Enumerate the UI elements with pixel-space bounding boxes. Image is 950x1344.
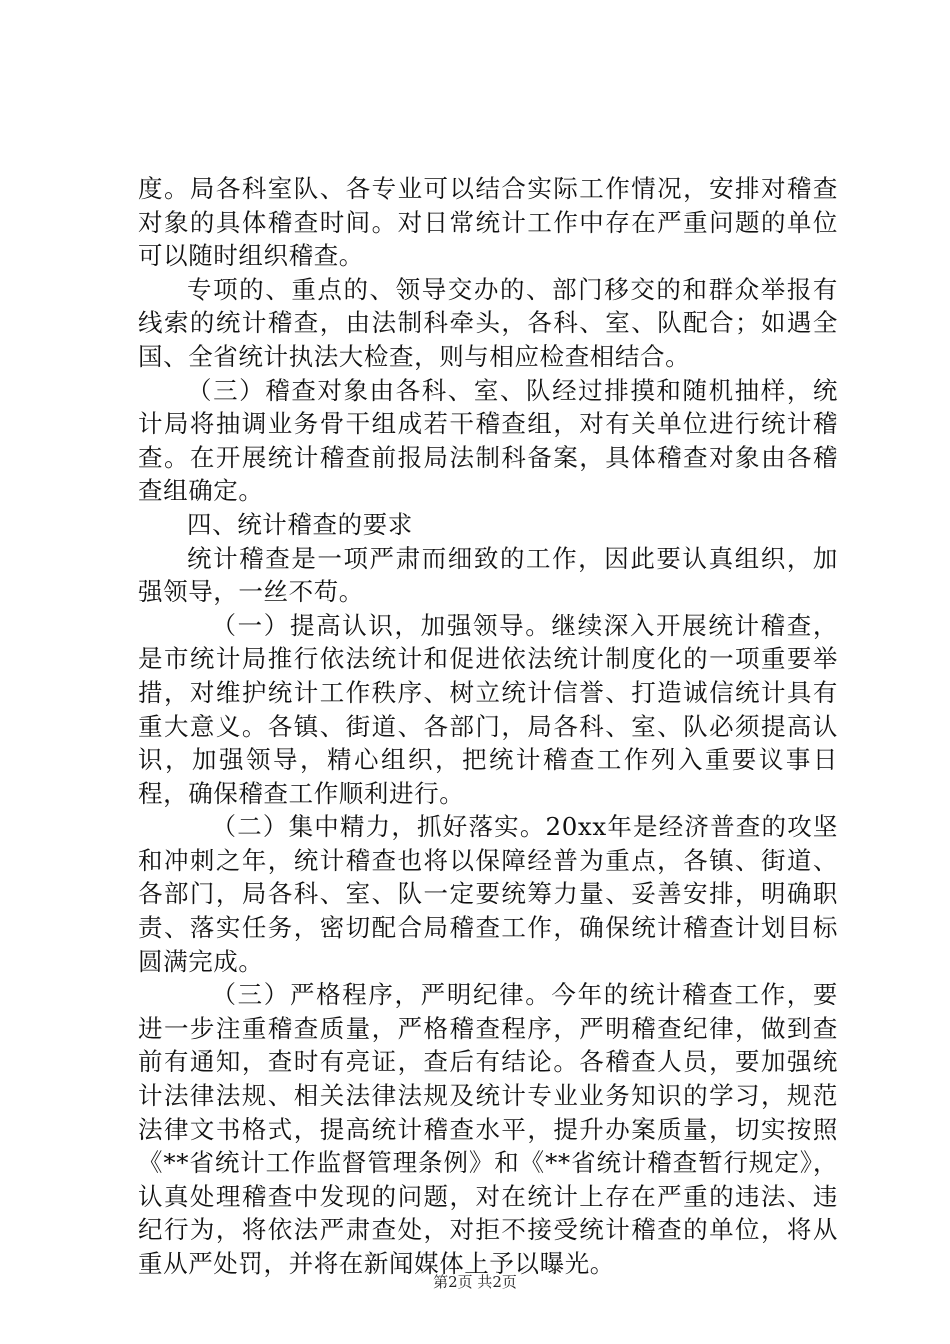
paragraph-special-inspections: 专项的、重点的、领导交办的、部门移交的和群众举报有线索的统计稽查，由法制科牵头，各科、室、队配合；如遇全国、全省统计执法大检查，则与相应检查相结合。 [138,274,838,371]
paragraph-inspection-targets: （三）稽查对象由各科、室、队经过排摸和随机抽样，统计局将抽调业务骨干组成若干稽查组，对有关单位进行统计稽查。在开展统计稽查前报局法制科备案，具体稽查对象由各稽查组确定。 [138,375,838,506]
paragraph-item-one: （一）提高认识，加强领导。继续深入开展统计稽查，是市统计局推行依法统计和促进依法统计制度化的一项重要举措，对维护统计工作秩序、树立统计信誉、打造诚信统计具有重大意义。各镇、街道、各部门，局各科、室、队必须提高认识，加强领导，精心组织，把统计稽查工作列入重要议事日程，确保稽查工作顺利进行。 [138,610,838,808]
paragraph-requirements-intro: 统计稽查是一项严肃而细致的工作，因此要认真组织，加强领导，一丝不苟。 [138,543,838,607]
paragraph-item-three: （三）严格程序，严明纪律。今年的统计稽查工作，要进一步注重稽查质量，严格稽查程序，严明稽查纪律，做到查前有通知，查时有亮证，查后有结论。各稽查人员，要加强统计法律法规、相关法律法规及统计专业业务知识的学习，规范法律文书格式，提高统计稽查水平，提升办案质量，切实按照《**省统计工作监督管理条例》和《**省统计稽查暂行规定》，认真处理稽查中发现的问题，对在统计上存在严重的违法、违纪行为，将依法严肃查处，对拒不接受统计稽查的单位，将从重从严处罚，并将在新闻媒体上予以曝光。 [138,980,838,1278]
page-footer [0,1272,950,1292]
paragraph-continued: 度。局各科室队、各专业可以结合实际工作情况，安排对稽查对象的具体稽查时间。对日常统计工作中存在严重问题的单位可以随时组织稽查。 [138,174,838,271]
page-number-label: 第2页 共2页 [433,1273,517,1291]
paragraph-item-two: （二）集中精力，抓好落实。20xx年是经济普查的攻坚和冲刺之年，统计稽查也将以保障经普为重点，各镇、街道、各部门，局各科、室、队一定要统筹力量、妥善安排，明确职责、落实任务，密切配合局稽查工作，确保统计稽查计划目标圆满完成。 [138,812,838,976]
section-heading-requirements: 四、统计稽查的要求 [187,509,413,539]
document-body [138,172,838,1281]
